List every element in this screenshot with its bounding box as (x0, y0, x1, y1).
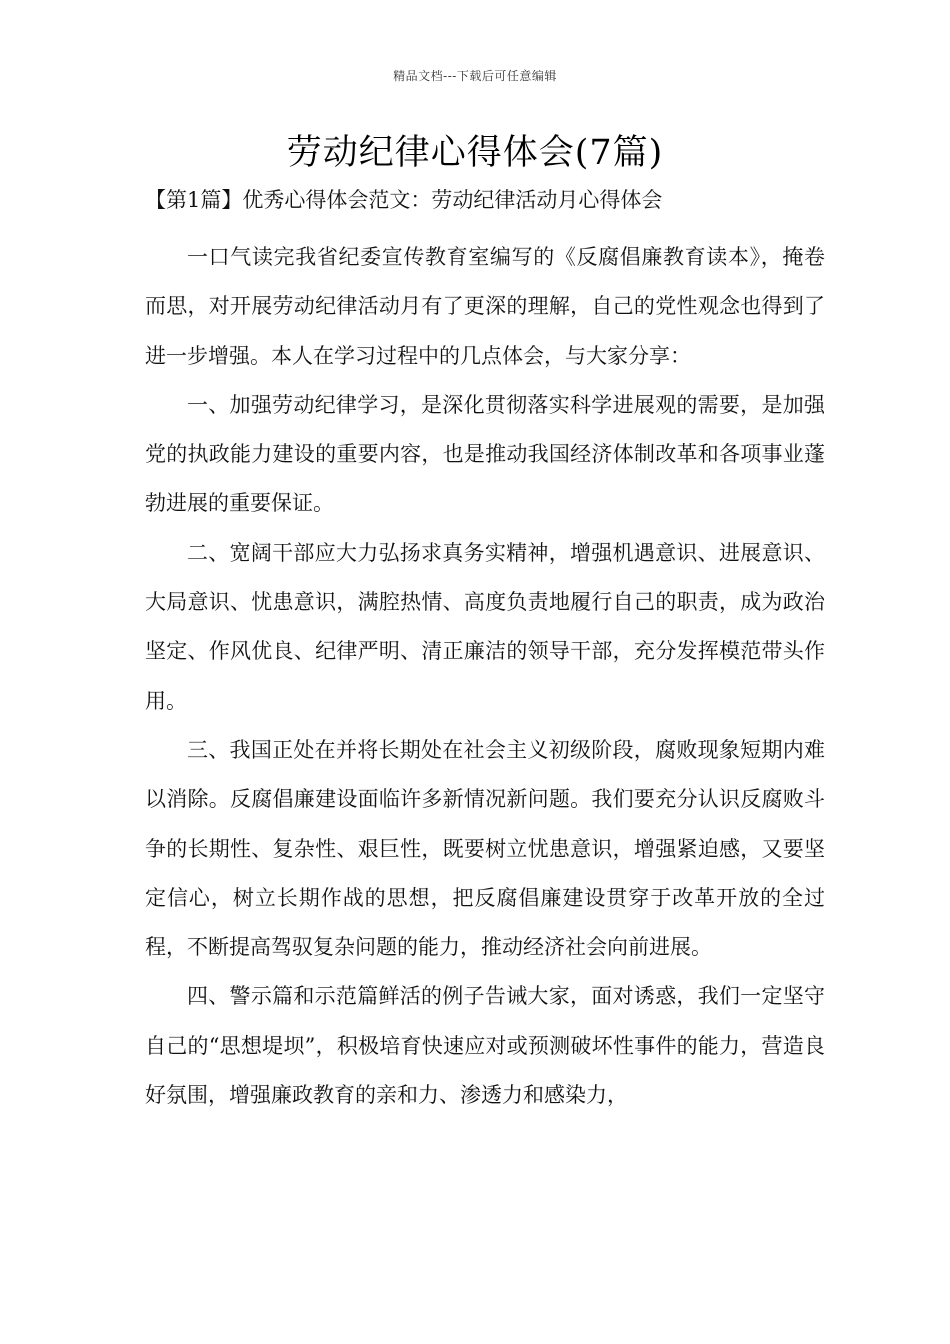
document-body (145, 233, 825, 1120)
section-heading: 【第1篇】优秀心得体会范文：劳动纪律活动月心得体会 (145, 188, 663, 212)
paragraph: 四、警示篇和示范篇鲜活的例子告诫大家，面对诱惑，我们一定坚守自己的“思想堤坝”，积极培育快速应对或预测破坏性事件的能力，营造良好氛围，增强廉政教育的亲和力、渗透力和感染力， (145, 984, 825, 1108)
page-header-note: 精品文档---下载后可任意编辑 (393, 69, 557, 83)
paragraph: 二、宽阔干部应大力弘扬求真务实精神，增强机遇意识、进展意识、大局意识、忧患意识，满腔热情、高度负责地履行自己的职责，成为政治坚定、作风优良、纪律严明、清正廉洁的领导干部，充分发挥模范带头作用。 (145, 540, 825, 713)
document-title: 劳动纪律心得体会(7篇) (286, 133, 664, 173)
paragraph: 三、我国正处在并将长期处在社会主义初级阶段，腐败现象短期内难以消除。反腐倡廉建设面临许多新情况新问题。我们要充分认识反腐败斗争的长期性、复杂性、艰巨性，既要树立忧患意识，增强紧迫感，又要坚定信心，树立长期作战的思想，把反腐倡廉建设贯穿于改革开放的全过程，不断提高驾驭复杂问题的能力，推动经济社会向前进展。 (145, 737, 825, 960)
paragraph: 一口气读完我省纪委宣传教育室编写的《反腐倡廉教育读本》，掩卷而思，对开展劳动纪律活动月有了更深的理解，自己的党性观念也得到了进一步增强。本人在学习过程中的几点体会，与大家分享： (145, 245, 825, 368)
paragraph: 一、加强劳动纪律学习，是深化贯彻落实科学进展观的需要，是加强党的执政能力建设的重要内容，也是推动我国经济体制改革和各项事业蓬勃进展的重要保证。 (145, 392, 825, 516)
